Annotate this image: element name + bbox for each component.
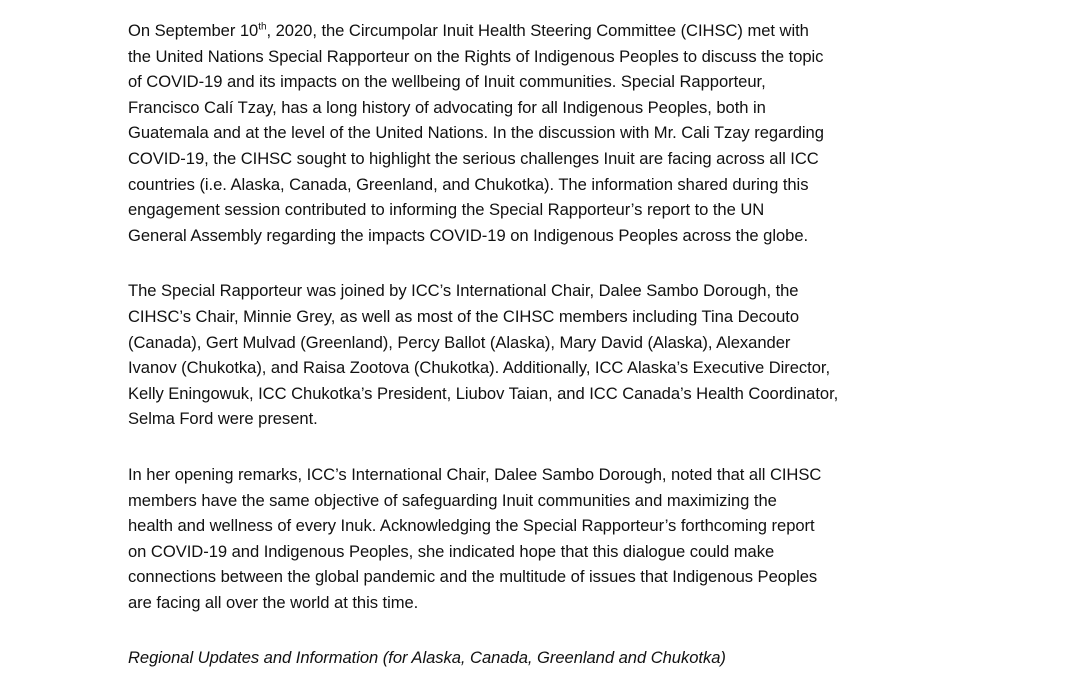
paragraph-line: (Canada), Gert Mulvad (Greenland), Percy Ballot (Alaska), Mary David (Alaska), Alexander (128, 332, 791, 352)
paragraph-line: In her opening remarks, ICC’s International Chair, Dalee Sambo Dorough, noted that all CIHSC (128, 464, 822, 484)
paragraph-line: on COVID-19 and Indigenous Peoples, she indicated hope that this dialogue could make (128, 541, 775, 561)
paragraph-line: Ivanov (Chukotka), and Raisa Zootova (Chukotka). Additionally, ICC Alaska’s Executive Director, (128, 358, 831, 378)
paragraph-line: Kelly Eningowuk, ICC Chukotka’s President, Liubov Taian, and ICC Canada’s Health Coordinator, (128, 383, 839, 403)
paragraph-line: engagement session contributed to informing the Special Rapporteur’s report to the UN (128, 200, 765, 220)
paragraph-meeting-overview (128, 18, 963, 248)
paragraph-line: Guatemala and at the level of the United Nations. In the discussion with Mr. Cali Tzay regarding (128, 123, 824, 143)
paragraph-line: health and wellness of every Inuk. Acknowledging the Special Rapporteur’s forthcoming report (128, 516, 815, 536)
ordinal-suffix: th (258, 21, 267, 33)
paragraph-line: COVID-19, the CIHSC sought to highlight the serious challenges Inuit are facing across all ICC (128, 148, 819, 168)
paragraph-line: Francisco Calí Tzay, has a long history of advocating for all Indigenous Peoples, both in (128, 97, 766, 117)
paragraph-attendees (128, 278, 963, 432)
section-heading-text: Regional Updates and Information (for Alaska, Canada, Greenland and Chukotka) (128, 648, 726, 668)
paragraph-line: Selma Ford were present. (128, 409, 318, 429)
paragraph-line: General Assembly regarding the impacts COVID-19 on Indigenous Peoples across the globe. (128, 225, 809, 245)
paragraph-line: are facing all over the world at this time. (128, 592, 419, 612)
paragraph-opening-remarks (128, 462, 963, 616)
section-heading-regional-updates (128, 645, 963, 671)
text-segment: , 2020, the Circumpolar Inuit Health Steering Committee (CIHSC) met with (266, 21, 809, 40)
paragraph-line: members have the same objective of safeguarding Inuit communities and maximizing the (128, 490, 777, 510)
paragraph-line: countries (i.e. Alaska, Canada, Greenland, and Chukotka). The information shared during this (128, 174, 809, 194)
paragraph-line: connections between the global pandemic and the multitude of issues that Indigenous Peoples (128, 567, 818, 587)
paragraph-line (128, 18, 963, 44)
paragraph-line: the United Nations Special Rapporteur on the Rights of Indigenous Peoples to discuss the topic (128, 46, 824, 66)
document-body (128, 18, 963, 671)
paragraph-line: The Special Rapporteur was joined by ICC’s International Chair, Dalee Sambo Dorough, the (128, 281, 799, 301)
paragraph-line: of COVID-19 and its impacts on the wellbeing of Inuit communities. Special Rapporteur, (128, 72, 766, 92)
paragraph-line: CIHSC’s Chair, Minnie Grey, as well as most of the CIHSC members including Tina Decouto (128, 306, 800, 326)
text-segment: On September 10 (128, 21, 259, 40)
